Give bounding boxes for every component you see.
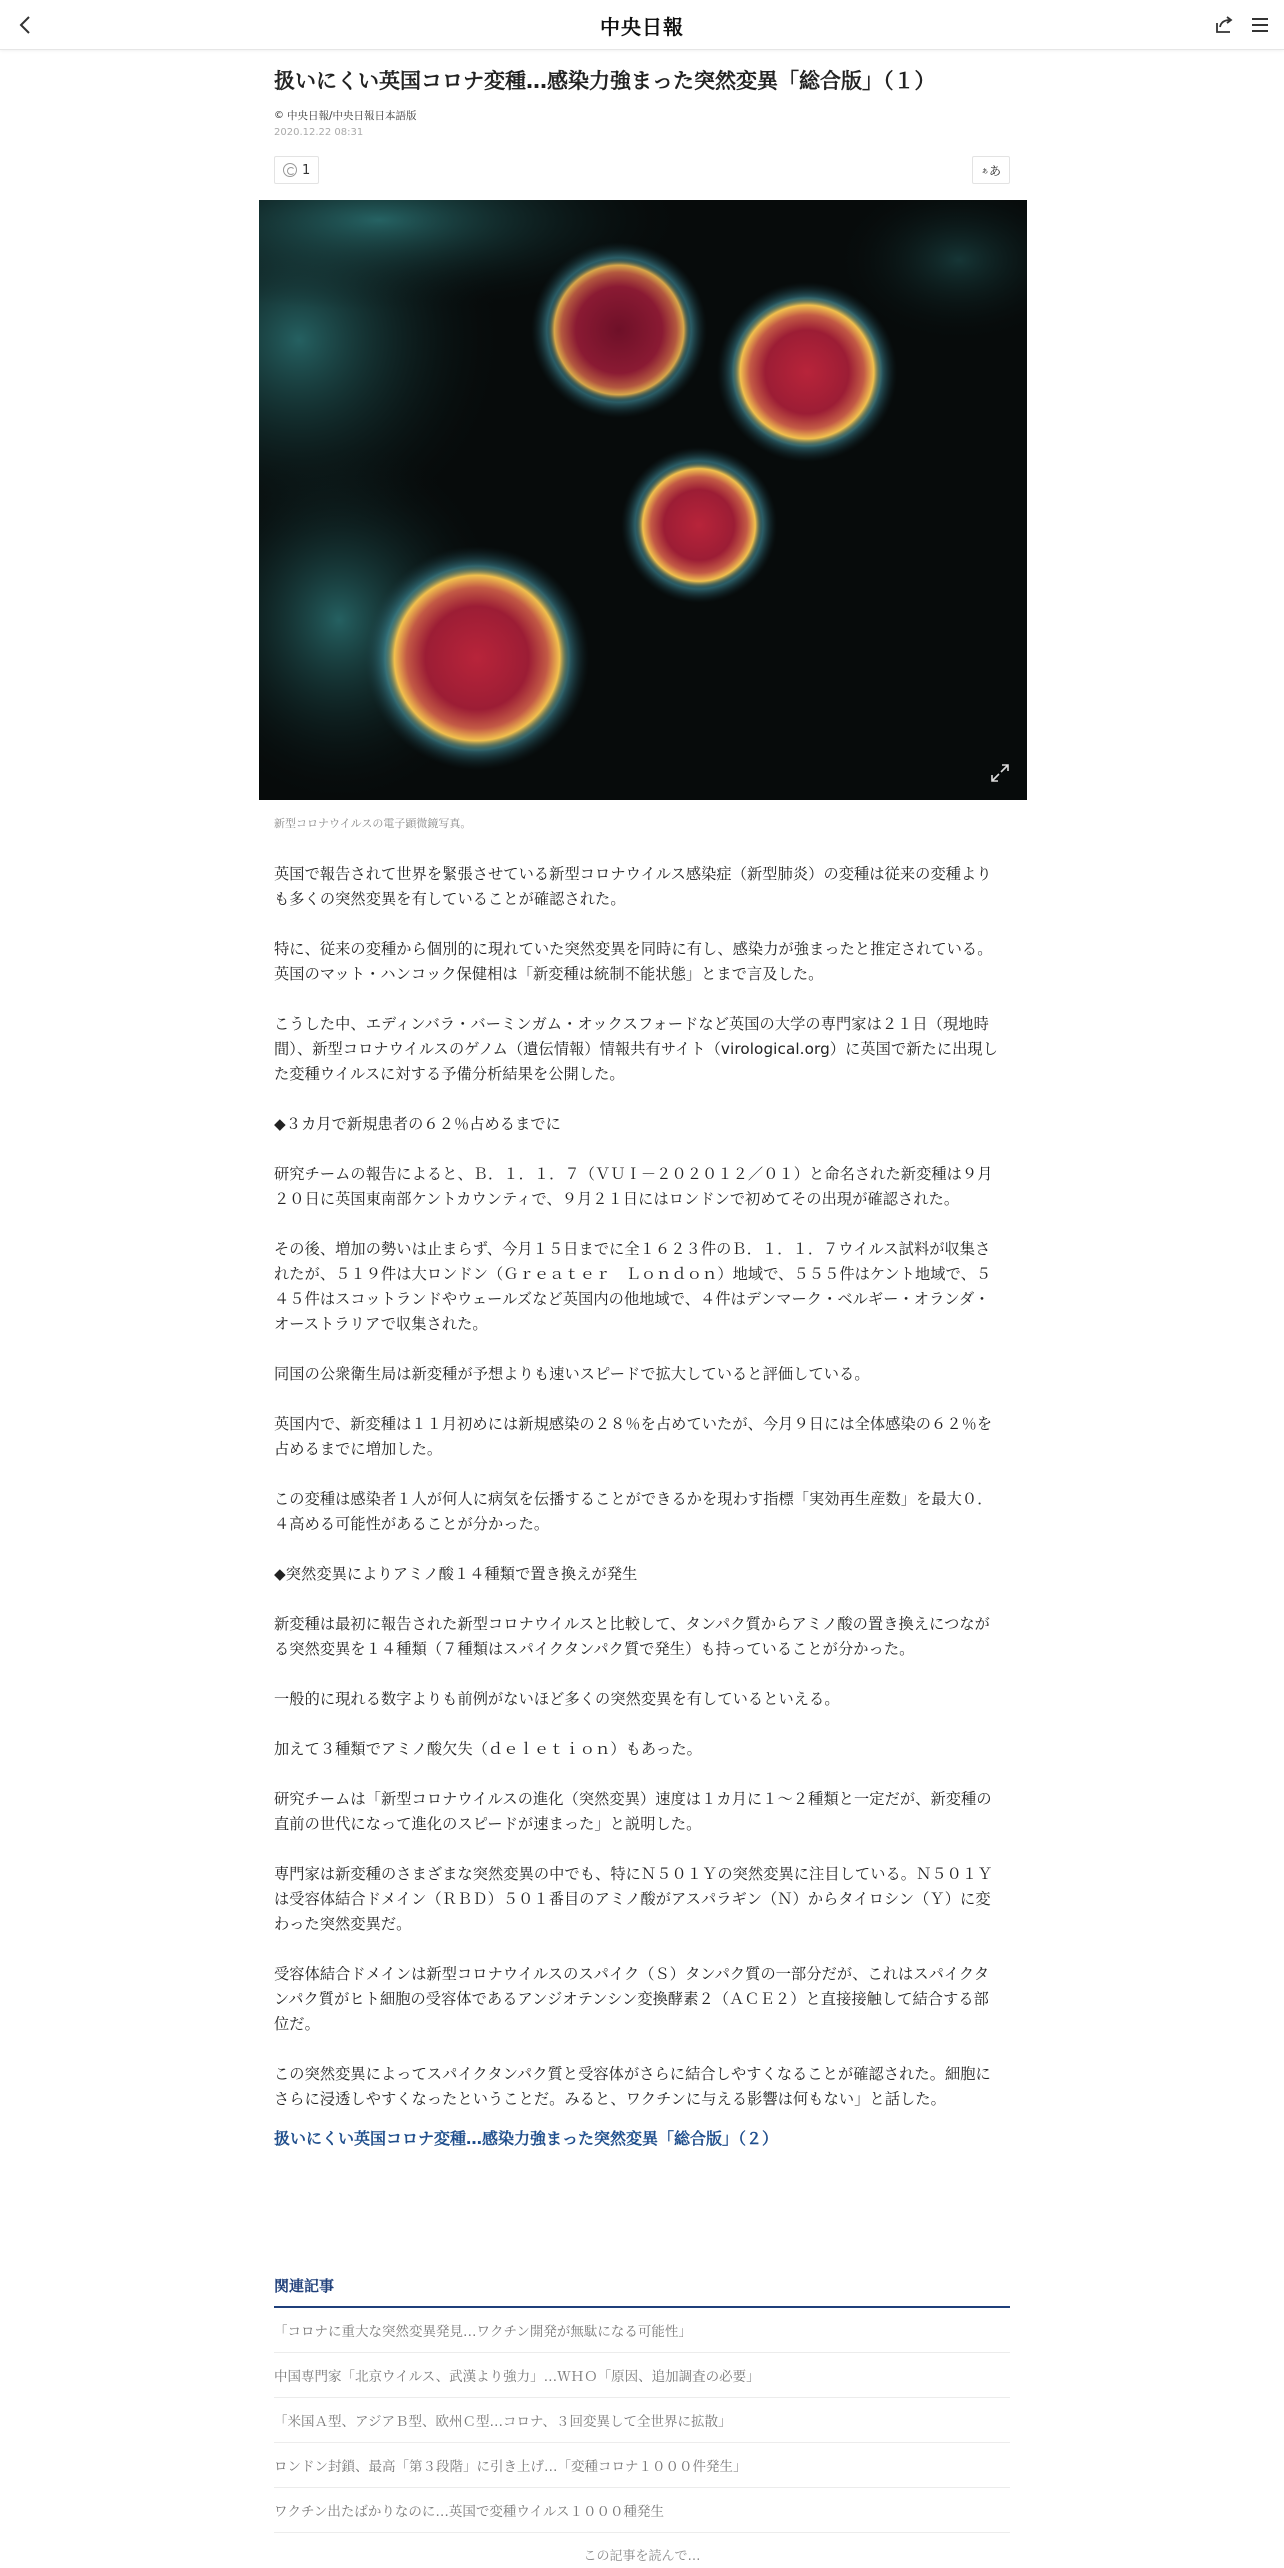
paragraph: 英国で報告されて世界を緊張させている新型コロナウイルス感染症（新型肺炎）の変種は従来の変種よりも多くの突然変異を有していることが確認された。 [274,865,992,908]
paragraph: 受容体結合ドメインは新型コロナウイルスのスパイク（Ｓ）タンパク質の一部分だが、これはスパイクタンパク質がヒト細胞の受容体であるアンジオテンシン変換酵素２（ＡＣＥ２）と直接接触して結合する部位だ。 [274,1965,990,2033]
read-this-article-link[interactable]: この記事を読んで… [583,2549,701,2564]
paragraph: 専門家は新変種のさまざまな突然変異の中でも、特にＮ５０１Ｙの突然変異に注目している。Ｎ５０１Ｙは受容体結合ドメイン（ＲＢＤ）５０１番目のアミノ酸がアスパラギン（Ｎ）からタイロシン（Ｙ）に変わった突然変異だ。 [274,1865,993,1933]
paragraph: 特に、従来の変種から個別的に現れていた突然変異を同時に有し、感染力が強まったと推定されている。英国のマット・ハンコック保健相は「新変種は統制不能状態」とまで言及した。 [274,940,993,983]
paragraph: この変種は感染者１人が何人に病気を伝播することができるかを現わす指標「実効再生産数」を最大０．４高める可能性があることが分かった。 [274,1490,993,1533]
paragraph: 加えて３種類でアミノ酸欠失（ｄｅｌｅｔｉｏｎ）もあった。 [274,1740,702,1758]
related-item[interactable]: 中国専門家「北京ウイルス、武漢より強力」…ＷＨＯ「原因、追加調査の必要」 [274,2353,1010,2398]
site-logo[interactable]: 中央日報 [600,15,684,39]
comment-icon [283,163,297,177]
related-item[interactable]: ワクチン出たばかりなのに…英国で変種ウイルス１０００種発生 [274,2488,1010,2533]
article-date: 2020.12.22 08:31 [274,127,364,139]
paragraph: 研究チームは「新型コロナウイルスの進化（突然変異）速度は１カ月に１～２種類と一定だが、新変種の直前の世代になって進化のスピードが速まった」と説明した。 [274,1790,992,1833]
hamburger-menu-icon[interactable] [1248,13,1272,37]
expand-icon[interactable] [989,762,1011,784]
section-heading: ◆突然変異によりアミノ酸１４種類で置き換えが発生 [274,1565,638,1583]
related-title: 関連記事 [274,2275,1010,2308]
paragraph: 英国内で、新変種は１１月初めには新規感染の２８％を占めていたが、今月９日には全体感染の６２％を占めるまでに増加した。 [274,1415,993,1458]
related-list [274,2308,1010,2533]
section-heading: ◆３カ月で新規患者の６２％占めるまでに [274,1115,561,1133]
font-size-button[interactable] [972,156,1010,184]
paragraph: 研究チームの報告によると、Ｂ．１．１．７（ＶＵＩ－２０２０１２／０１）と命名された新変種は９月２０日に英国東南部ケントカウンティで、９月２１日にはロンドンで初めてその出現が確認された。 [274,1165,993,1208]
share-icon[interactable] [1212,13,1236,37]
comment-count: 1 [302,162,311,178]
article-toolbar [274,156,1010,184]
byline [274,108,1010,123]
related-item[interactable]: 「コロナに重大な突然変異発見…ワクチン開発が無駄になる可能性」 [274,2308,1010,2353]
article-header [274,50,1010,184]
article-photo[interactable] [259,200,1027,800]
related-articles [274,2275,1010,2564]
byline-text: 中央日報/中央日報日本語版 [287,110,417,123]
article-body [274,862,999,2149]
paragraph: 一般的に現れる数字よりも前例がないほど多くの突然変異を有しているといえる。 [274,1690,840,1708]
comment-button[interactable] [274,156,319,184]
copyright-icon: © [274,110,284,122]
paragraph: その後、増加の勢いは止まらず、今月１５日までに全１６２３件のＢ．１．１．７ウイルス試料が収集されたが、５１９件は大ロンドン（Ｇｒｅａｔｅｒ Ｌｏｎｄｏｎ）地域で、５５５件はケント地域で、５４５件はスコットランドやウェールズなど英国内の他地域で、４件はデンマーク・ベルギー・オランダ・オーストラリアで収集された。 [274,1240,992,1333]
font-size-small-glyph: ぁ [980,165,989,175]
photo-caption: 新型コロナウイルスの電子顕微鏡写真。 [274,817,472,830]
next-article-link[interactable]: 扱いにくい英国コロナ変種…感染力強まった突然変異「総合版」（２） [274,2129,779,2148]
font-size-large-glyph: あ [988,163,1001,178]
paragraph: 新変種は最初に報告された新型コロナウイルスと比較して、タンパク質からアミノ酸の置き換えにつながる突然変異を１４種類（７種類はスパイクタンパク質で発生）も持っていることが分かった。 [274,1615,990,1658]
top-bar [0,0,1284,50]
paragraph: こうした中、エディンバラ・バーミンガム・オックスフォードなど英国の大学の専門家は２１日（現地時間）、新型コロナウイルスのゲノム（遺伝情報）情報共有サイト（virological.org）に英国で新たに出現した変種ウイルスに対する予備分析結果を公開した。 [274,1015,998,1083]
article-headline: 扱いにくい英国コロナ変種…感染力強まった突然変異「総合版」（１） [274,69,936,93]
related-item[interactable]: 「米国Ａ型、アジアＢ型、欧州Ｃ型…コロナ、３回変異して全世界に拡散」 [274,2398,1010,2443]
related-item[interactable]: ロンドン封鎖、最高「第３段階」に引き上げ…「変種コロナ１０００件発生」 [274,2443,1010,2488]
paragraph: 同国の公衆衛生局は新変種が予想よりも速いスピードで拡大していると評価している。 [274,1365,870,1383]
paragraph: この突然変異によってスパイクタンパク質と受容体がさらに結合しやすくなることが確認された。細胞にさらに浸透しやすくなったということだ。みると、ワクチンに与える影響は何もない」と話した。 [274,2065,991,2108]
